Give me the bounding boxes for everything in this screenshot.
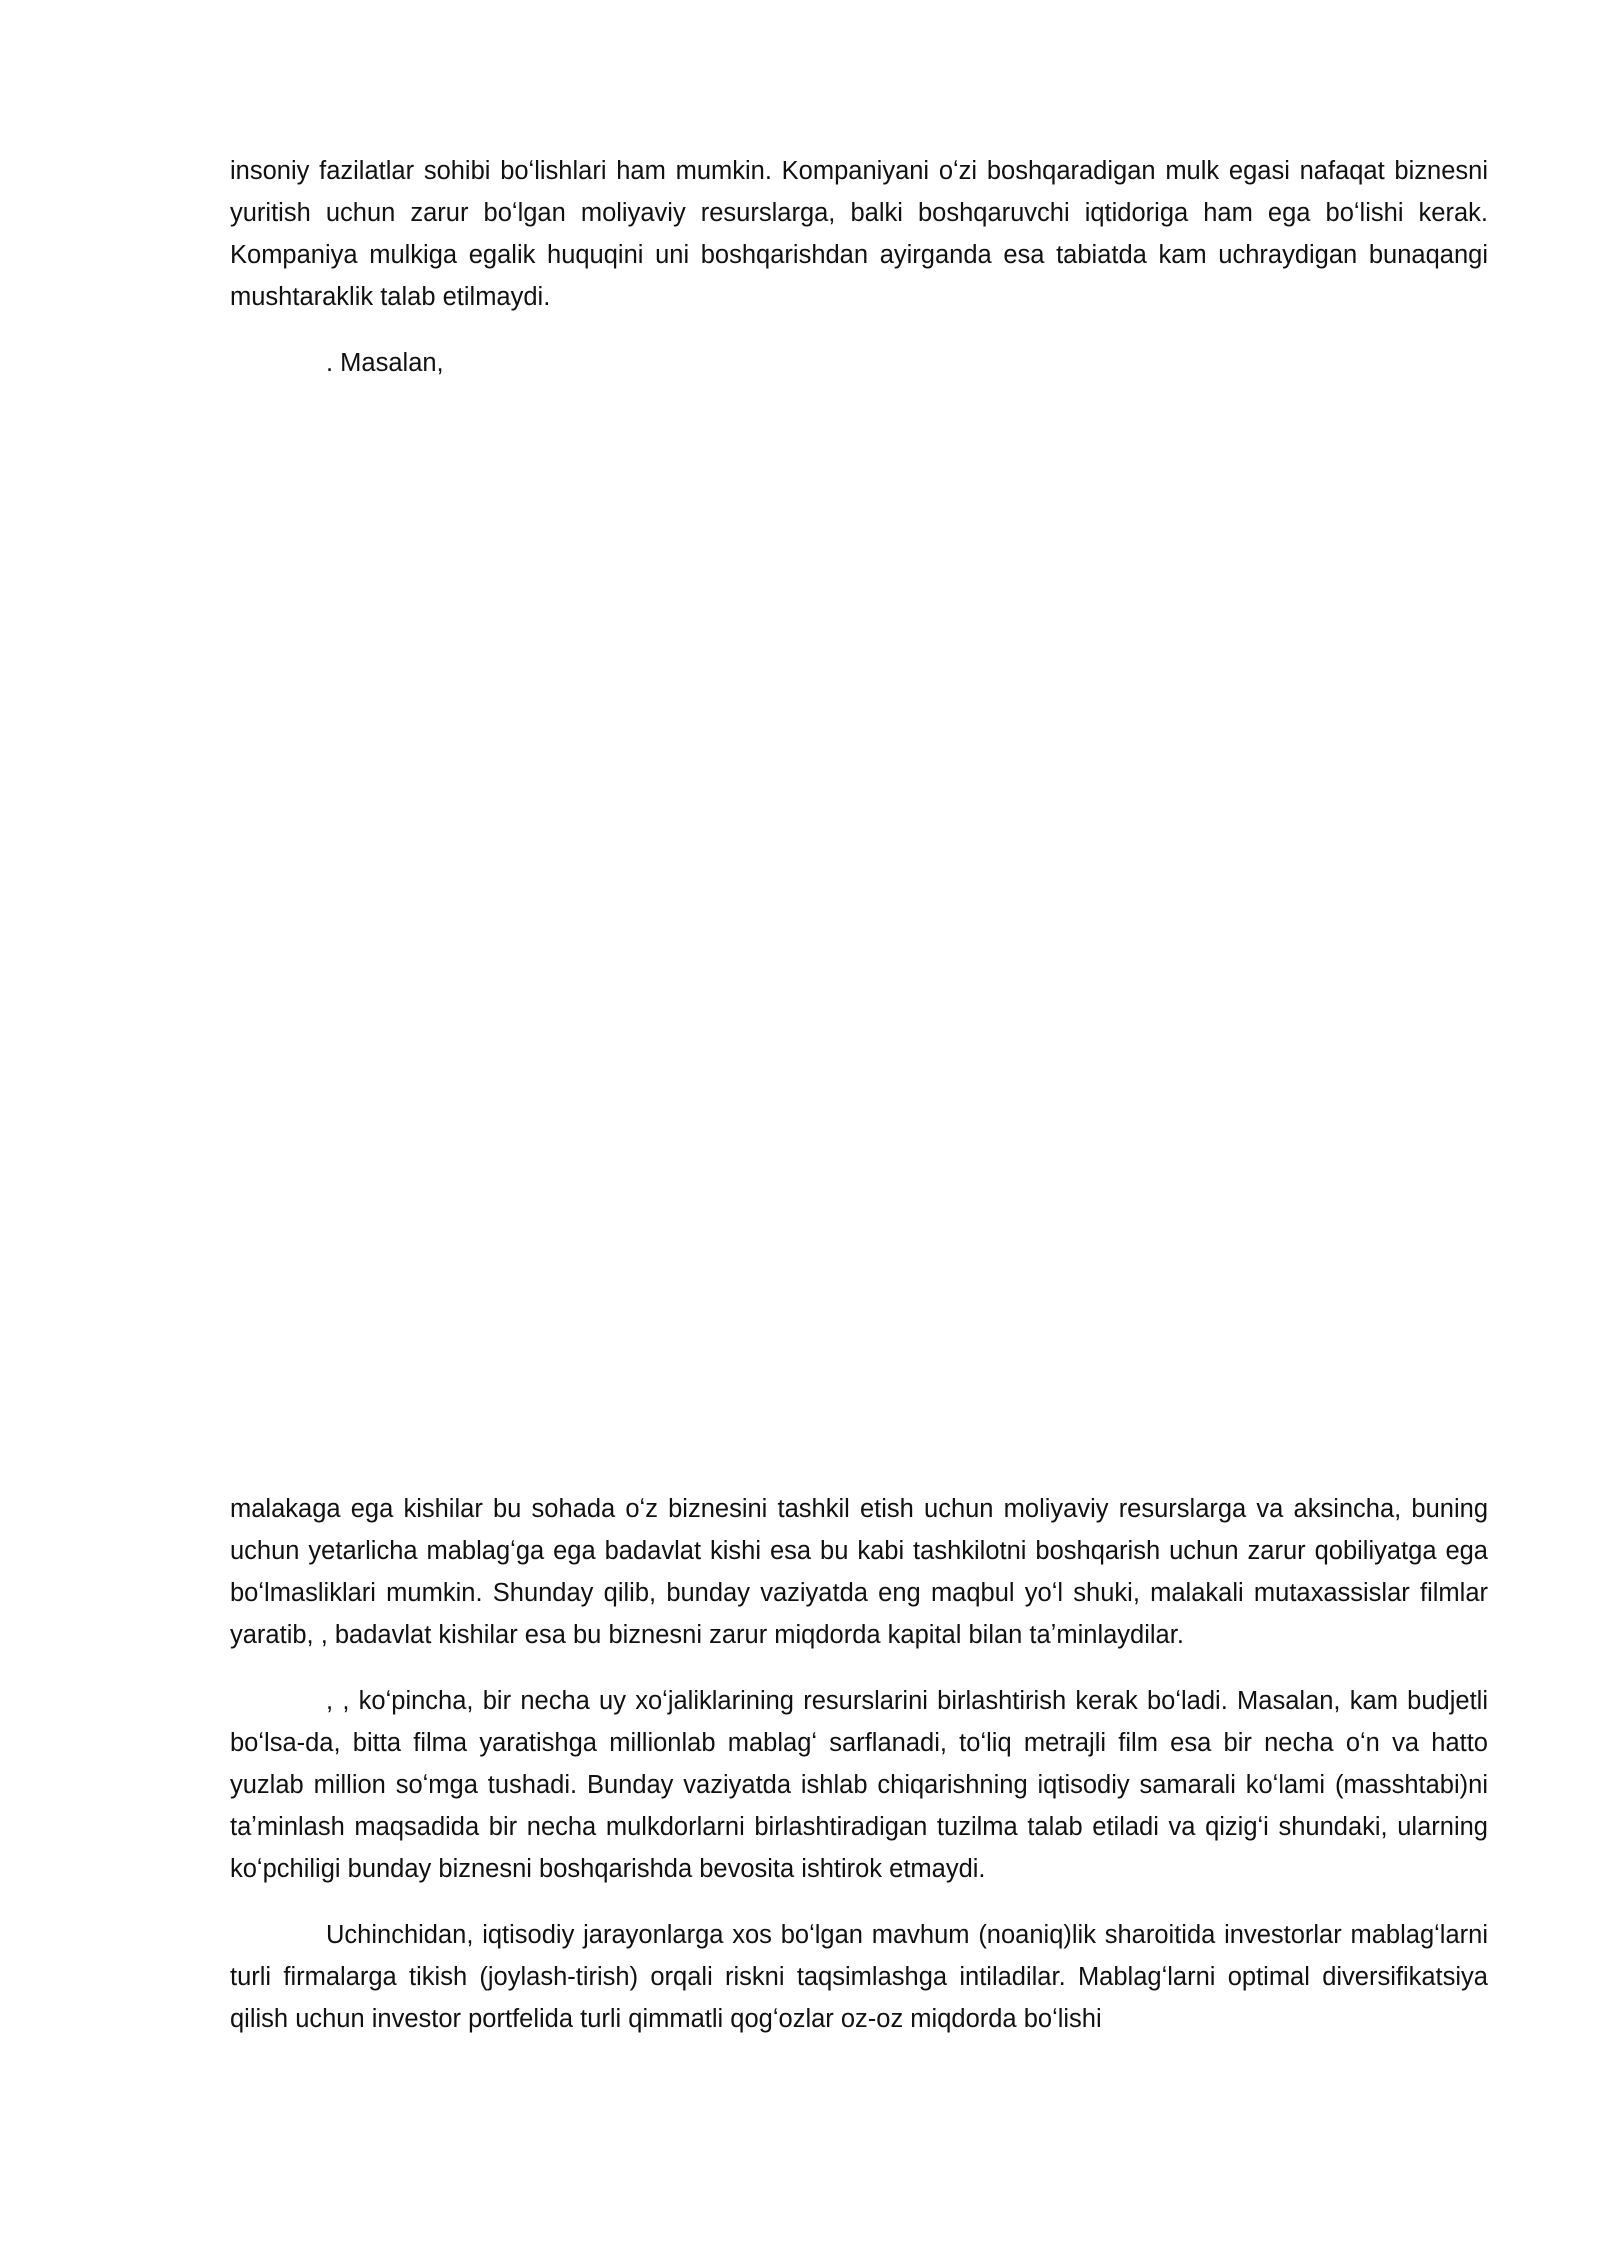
paragraph-ownership-management: insoniy fazilatlar sohibi boʻlishlari ham mumkin. Kompaniyani oʻzi boshqaradigan mulk egasi nafaqat biznesni yuritish uchun zarur boʻlgan moliyaviy resurslarga, balki boshqaruvchi iqtidoriga ham ega boʻlishi kerak. Kompaniya mulkiga egalik huquqini uni boshqarishdan ayirganda esa tabiatda kam uchraydigan bunaqangi mushtaraklik talab etilmaydi. [230, 157, 1488, 311]
paragraph-masalan: . Masalan, [326, 349, 444, 377]
text-section-top [230, 150, 1488, 408]
paragraph-household-resources: , , koʻpincha, bir necha uy xoʻjaliklarining resurslarini birlashtirish kerak boʻladi. Masalan, kam budjetli boʻlsa-da, bitta filma yaratishga millionlab mablagʻ sarflanadi, toʻliq metrajli film esa bir necha oʻn va hatto yuzlab million soʻmga tushadi. Bunday vaziyatda ishlab chiqarishning iqtisodiy samarali koʻlami (masshtabi)ni taʼminlash maqsadida bir necha mulkdorlarni birlashtiradigan tuzilma talab etiladi va qizigʻi shundaki, ularning koʻpchiligi bunday biznesni boshqarishda bevosita ishtirok etmaydi. [230, 1687, 1488, 1883]
text-section-bottom [230, 1488, 1488, 2064]
paragraph-uchinchidan: Uchinchidan, iqtisodiy jarayonlarga xos boʻlgan mavhum (noaniq)lik sharoitida investorlar mablagʻlarni turli firmalarga tikish (joylash-tirish) orqali riskni taqsimlashga intiladilar. Mablagʻlarni optimal diversifikatsiya qilish uchun investor portfelida turli qimmatli qogʻozlar oz-oz miqdorda boʻlishi [230, 1921, 1488, 2033]
paragraph-qualified-specialists: malakaga ega kishilar bu sohada oʻz biznesini tashkil etish uchun moliyaviy resurslarga va aksincha, buning uchun yetarlicha mablagʻga ega badavlat kishi esa bu kabi tashkilotni boshqarish uchun zarur qobiliyatga ega boʻlmasliklari mumkin. Shunday qilib, bunday vaziyatda eng maqbul yoʻl shuki, malakali mutaxassislar filmlar yaratib, , badavlat kishilar esa bu biznesni zarur miqdorda kapital bilan taʼminlaydilar. [230, 1495, 1488, 1649]
